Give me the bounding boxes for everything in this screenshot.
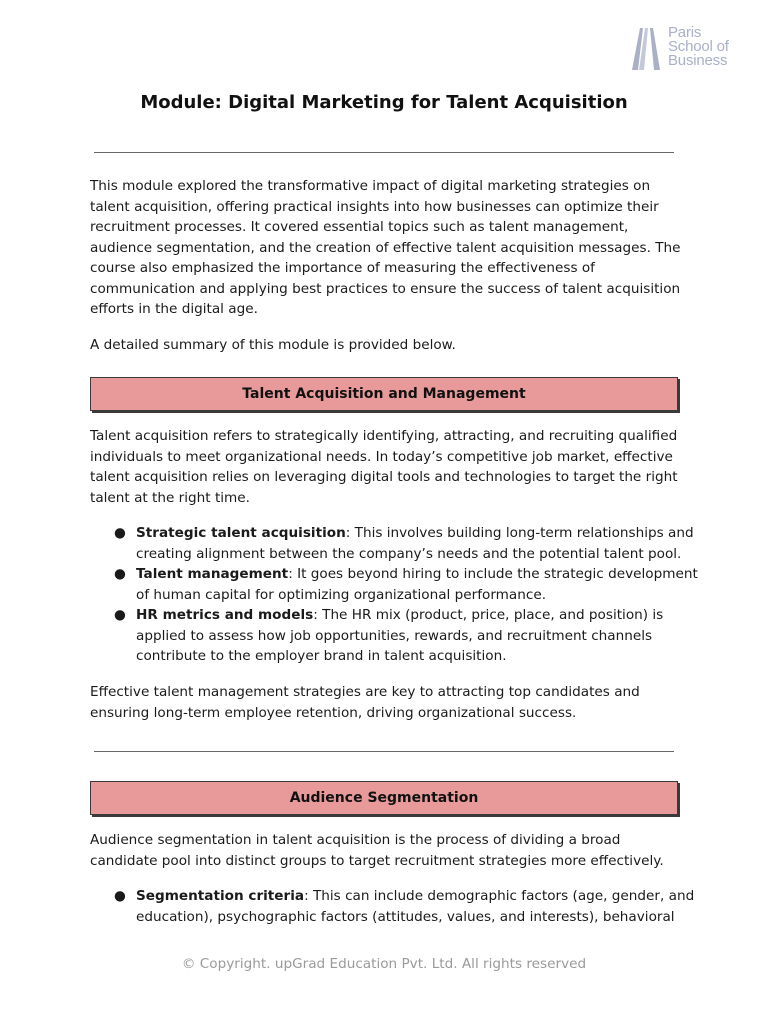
text-line: ensuring long-term employee retention, driving organizational success. [90, 704, 577, 721]
text-line: talent acquisition, offering practical insights into how businesses can optimize their [90, 198, 659, 215]
logo [630, 26, 750, 72]
intro-paragraph [90, 176, 690, 320]
list-item [90, 886, 695, 927]
text-line: recruitment processes. It covered essential topics such as talent management, [90, 219, 629, 235]
text-line: audience segmentation, and the creation of effective talent acquisition messages. The [90, 239, 681, 256]
section1-closing [90, 682, 690, 723]
text-line: individuals to meet organizational needs. In today’s competitive job market, effective [90, 448, 673, 465]
section-heading-audience-segmentation: Audience Segmentation [90, 781, 678, 815]
text-line: talent at the right time. [90, 489, 250, 506]
text-line: A detailed summary of this module is provided below. [90, 337, 456, 353]
bullet-text: creating alignment between the company’s needs and the potential talent pool. [136, 545, 682, 562]
divider [94, 751, 674, 752]
bullet-icon: ● [114, 888, 126, 904]
copyright-footer: © Copyright. upGrad Education Pvt. Ltd. All rights reserved [181, 956, 587, 972]
section-heading-talent-acquisition: Talent Acquisition and Management [90, 377, 678, 411]
summary-note [90, 335, 690, 356]
bullet-term: Segmentation criteria [136, 888, 305, 904]
section1-bullet-list [90, 523, 698, 667]
divider [94, 152, 674, 153]
bullet-text: : It goes beyond hiring to include the strategic development [288, 566, 698, 582]
list-item [90, 605, 690, 667]
section2-intro [90, 830, 690, 871]
logo-line-2: School of [668, 38, 729, 55]
bullet-term: Strategic talent acquisition [136, 525, 346, 541]
bullet-text: : This can include demographic factors (age, gender, and [304, 888, 695, 904]
text-line: course also emphasized the importance of measuring the effectiveness of [90, 260, 595, 276]
bullet-term: HR metrics and models [136, 607, 314, 623]
eiffel-tower-icon [630, 26, 664, 70]
text-line: efforts in the digital age. [90, 301, 258, 317]
text-line: Talent acquisition refers to strategically identifying, attracting, and recruiting qualified [90, 428, 678, 444]
bullet-text: : This involves building long-term relationships and [345, 525, 694, 541]
bullet-icon: ● [114, 525, 126, 541]
text-line: Effective talent management strategies are key to attracting top candidates and [90, 684, 640, 700]
bullet-text: applied to assess how job opportunities, rewards, and recruitment channels [136, 627, 653, 644]
bullet-term: Talent management [136, 566, 289, 582]
bullet-text: : The HR mix (product, price, place, and position) is [313, 607, 664, 623]
logo-line-3: Business [668, 52, 728, 69]
text-line: Audience segmentation in talent acquisition is the process of dividing a broad [90, 832, 621, 848]
text-line: communication and applying best practices to ensure the success of talent acquisition [90, 280, 681, 297]
text-line: candidate pool into distinct groups to target recruitment strategies more effectively. [90, 852, 664, 869]
logo-line-1: Paris [668, 24, 702, 41]
page-title: Module: Digital Marketing for Talent Acquisition [140, 92, 628, 113]
text-line: This module explored the transformative impact of digital marketing strategies on [90, 178, 651, 194]
bullet-text: of human capital for optimizing organizational performance. [136, 586, 547, 603]
section2-bullet-list [90, 886, 695, 927]
list-item [90, 564, 698, 605]
text-line: talent acquisition relies on leveraging digital tools and technologies to target the right [90, 469, 678, 485]
bullet-text: contribute to the employer brand in talent acquisition. [136, 648, 507, 664]
section1-intro [90, 426, 690, 508]
list-item [90, 523, 694, 564]
logo-wordmark [668, 26, 729, 68]
bullet-icon: ● [114, 607, 126, 623]
bullet-icon: ● [114, 566, 126, 582]
bullet-text: education), psychographic factors (attitudes, values, and interests), behavioral [136, 908, 675, 925]
